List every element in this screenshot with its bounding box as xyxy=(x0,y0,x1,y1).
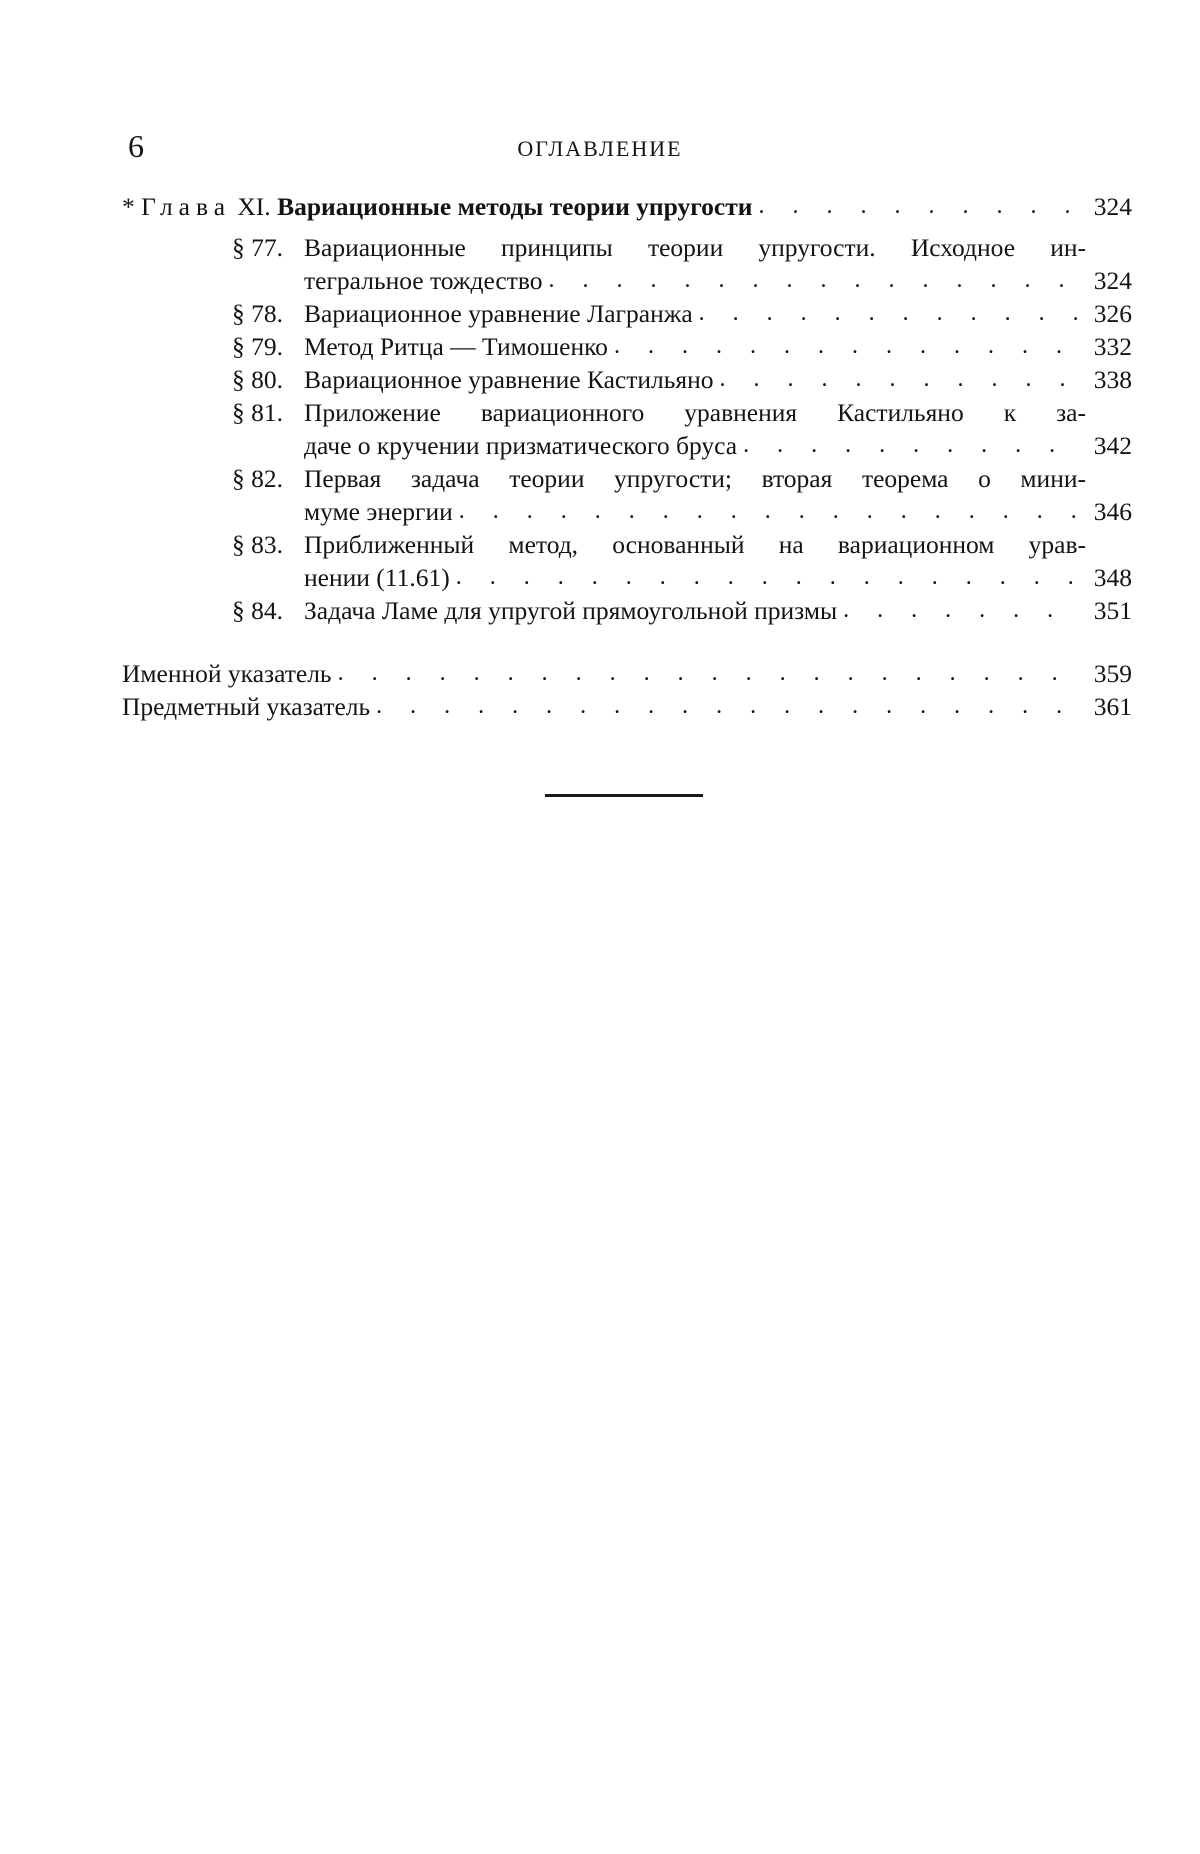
toc-index-entry-subjects[interactable] xyxy=(122,690,1132,723)
section-title-line2: тегральное тождество xyxy=(304,266,543,295)
section-title xyxy=(304,594,1086,627)
section-title xyxy=(304,396,1086,462)
dot-leader xyxy=(720,363,1080,396)
running-title: ОГЛАВЛЕНИЕ xyxy=(517,136,683,161)
dot-leader xyxy=(338,657,1080,690)
section-number: § 80. xyxy=(232,365,283,394)
end-rule-divider xyxy=(545,794,703,797)
section-title-line2: даче о кручении призматического бруса xyxy=(304,431,738,460)
toc-chapter-entry[interactable] xyxy=(122,190,1132,231)
toc-section-entry[interactable] xyxy=(122,231,1132,297)
section-page: 338 xyxy=(1093,365,1132,394)
toc-section-entry[interactable] xyxy=(122,594,1132,627)
dot-leader xyxy=(456,561,1080,594)
table-of-contents xyxy=(122,190,1132,723)
section-title-line1: Приближенный метод, основанный на вариационном урав- xyxy=(304,530,1086,559)
dot-leader xyxy=(758,190,1080,223)
section-page: 326 xyxy=(1093,299,1132,328)
dot-leader xyxy=(459,495,1080,528)
section-title-line2: муме энергии xyxy=(304,497,453,526)
chapter-title: Вариационные методы теории упругости xyxy=(277,192,753,221)
chapter-page: 324 xyxy=(1093,192,1132,221)
dot-leader xyxy=(699,297,1080,330)
section-number: § 77. xyxy=(232,233,283,262)
section-number: § 81. xyxy=(232,398,283,427)
toc-section-entry[interactable] xyxy=(122,528,1132,594)
section-title xyxy=(304,462,1086,528)
section-title xyxy=(304,528,1086,594)
index-page: 361 xyxy=(1093,692,1132,721)
toc-section-entry[interactable] xyxy=(122,330,1132,363)
section-title xyxy=(304,231,1086,297)
dot-leader xyxy=(843,594,1080,627)
dot-leader xyxy=(376,690,1080,723)
chapter-numeral: XI. xyxy=(237,192,271,221)
section-title-line1: Первая задача теории упругости; вторая теорема о мини- xyxy=(304,464,1086,493)
toc-index-entry-names[interactable] xyxy=(122,657,1132,690)
toc-section-entry[interactable] xyxy=(122,363,1132,396)
section-number: § 79. xyxy=(232,332,283,361)
section-title-line2: Метод Ритца — Тимошенко xyxy=(304,332,608,361)
chapter-label: Глава xyxy=(141,192,232,221)
dot-leader xyxy=(549,264,1080,297)
index-title xyxy=(122,690,1086,723)
section-page: 351 xyxy=(1093,596,1132,625)
toc-section-entry[interactable] xyxy=(122,396,1132,462)
dot-leader xyxy=(743,429,1080,462)
toc-section-entry[interactable] xyxy=(122,297,1132,330)
section-page: 342 xyxy=(1093,431,1132,460)
section-number: § 82. xyxy=(232,464,283,493)
section-title-line2: нении (11.61) xyxy=(304,563,450,592)
chapter-marker: * xyxy=(122,192,135,221)
section-number: § 84. xyxy=(232,596,283,625)
section-title xyxy=(304,363,1086,396)
section-page: 346 xyxy=(1093,497,1132,526)
page-number: 6 xyxy=(128,128,144,164)
section-title-line1: Вариационные принципы теории упругости. Исходное ин- xyxy=(304,233,1086,262)
dot-leader xyxy=(614,330,1080,363)
index-title-text: Предметный указатель xyxy=(122,692,371,721)
index-title-text: Именной указатель xyxy=(122,659,332,688)
index-title xyxy=(122,657,1086,690)
section-title-line2: Вариационное уравнение Кастильяно xyxy=(304,365,714,394)
chapter-heading xyxy=(122,190,1086,223)
section-title-line2: Вариационное уравнение Лагранжа xyxy=(304,299,693,328)
section-page: 348 xyxy=(1093,563,1132,592)
section-title xyxy=(304,297,1086,330)
toc-section-entry[interactable] xyxy=(122,462,1132,528)
index-page: 359 xyxy=(1093,659,1132,688)
section-title-line2: Задача Ламе для упругой прямоугольной призмы xyxy=(304,596,838,625)
section-number: § 78. xyxy=(232,299,283,328)
section-page: 332 xyxy=(1093,332,1132,361)
section-number: § 83. xyxy=(232,530,283,559)
section-page: 324 xyxy=(1093,266,1132,295)
section-title-line1: Приложение вариационного уравнения Кастильяно к за- xyxy=(304,398,1086,427)
section-title xyxy=(304,330,1086,363)
